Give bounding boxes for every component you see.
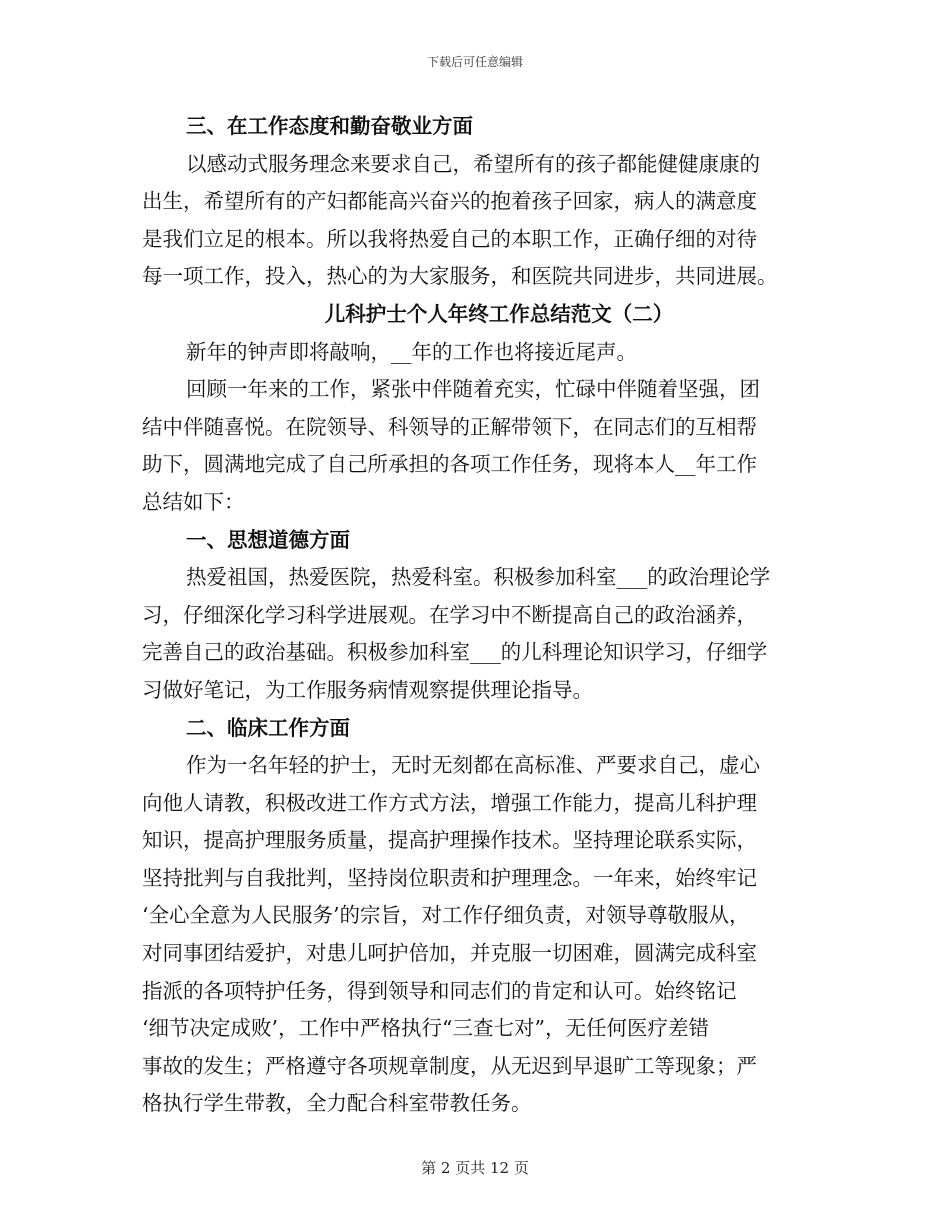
paragraph-line: 新年的钟声即将敲响，__年的工作也将接近尾声。 bbox=[186, 339, 637, 364]
paragraph-line: 指派的各项特护任务，得到领导和同志们的肯定和认可。始终铭记 bbox=[142, 978, 737, 1003]
paragraph-line: 习做好笔记，为工作服务病情观察提供理论指导。 bbox=[142, 677, 593, 702]
paragraph-line: 结中伴随喜悦。在院领导、科领导的正解带领下，在同志们的互相帮 bbox=[142, 414, 757, 439]
paragraph-line: 热爱祖国，热爱医院，热爱科室。积极参加科室___的政治理论学 bbox=[186, 565, 771, 590]
page-header: 下载后可任意编辑 bbox=[426, 55, 523, 69]
paragraph-line: ‘细节决定成败’，工作中严格执行“三查七对”，无任何医疗差错 bbox=[142, 1016, 709, 1041]
paragraph-line: 总结如下： bbox=[142, 489, 245, 514]
paragraph-line: 作为一名年轻的护士，无时无刻都在高标准、严要求自己，虚心 bbox=[186, 753, 760, 778]
paragraph-line: 坚持批判与自我批判，坚持岗位职责和护理理念。一年来，始终牢记 bbox=[142, 865, 757, 890]
section-heading-clinical: 二、临床工作方面 bbox=[186, 715, 350, 740]
paragraph-line: 回顾一年来的工作，紧张中伴随着充实，忙碌中伴随着坚强，团 bbox=[186, 377, 760, 402]
paragraph-line: 完善自己的政治基础。积极参加科室___的儿科理论知识学习，仔细学 bbox=[142, 640, 768, 665]
section-heading-ideology: 一、思想道德方面 bbox=[186, 527, 350, 552]
paragraph-line: 习，仔细深化学习科学进展观。在学习中不断提高自己的政治涵养， bbox=[142, 602, 757, 627]
paragraph-line: 是我们立足的根本。所以我将热爱自己的本职工作，正确仔细的对待 bbox=[142, 226, 757, 251]
paragraph-line: 格执行学生带教，全力配合科室带教任务。 bbox=[142, 1091, 532, 1116]
document-title: 儿科护士个人年终工作总结范文（二） bbox=[324, 301, 674, 326]
document-body bbox=[142, 108, 812, 1123]
paragraph-line: 知识，提高护理服务质量，提高护理操作技术。坚持理论联系实际， bbox=[142, 828, 757, 853]
paragraph-line: 出生，希望所有的产妇都能高兴奋兴的抱着孩子回家，病人的满意度 bbox=[142, 189, 757, 214]
paragraph-line: 对同事团结爱护，对患儿呵护倍加，并克服一切困难，圆满完成科室 bbox=[142, 941, 757, 966]
paragraph-line: 以感动式服务理念来要求自己，希望所有的孩子都能健健康康的 bbox=[186, 151, 760, 176]
paragraph-line: 向他人请教，积极改进工作方式方法，增强工作能力，提高儿科护理 bbox=[142, 790, 757, 815]
section-heading-attitude: 三、在工作态度和勤奋敬业方面 bbox=[186, 114, 473, 138]
paragraph-line: 事故的发生；严格遵守各项规章制度，从无迟到早退旷工等现象；严 bbox=[142, 1053, 757, 1078]
paragraph-line: 助下，圆满地完成了自己所承担的各项工作任务，现将本人__年工作 bbox=[142, 452, 757, 477]
page-footer: 第 2 页共 12 页 bbox=[421, 1159, 529, 1177]
paragraph-line: ‘全心全意为人民服务’的宗旨，对工作仔细负责，对领导尊敬服从， bbox=[142, 903, 750, 928]
paragraph-line: 每一项工作，投入，热心的为大家服务，和医院共同进步，共同进展。 bbox=[142, 264, 778, 289]
